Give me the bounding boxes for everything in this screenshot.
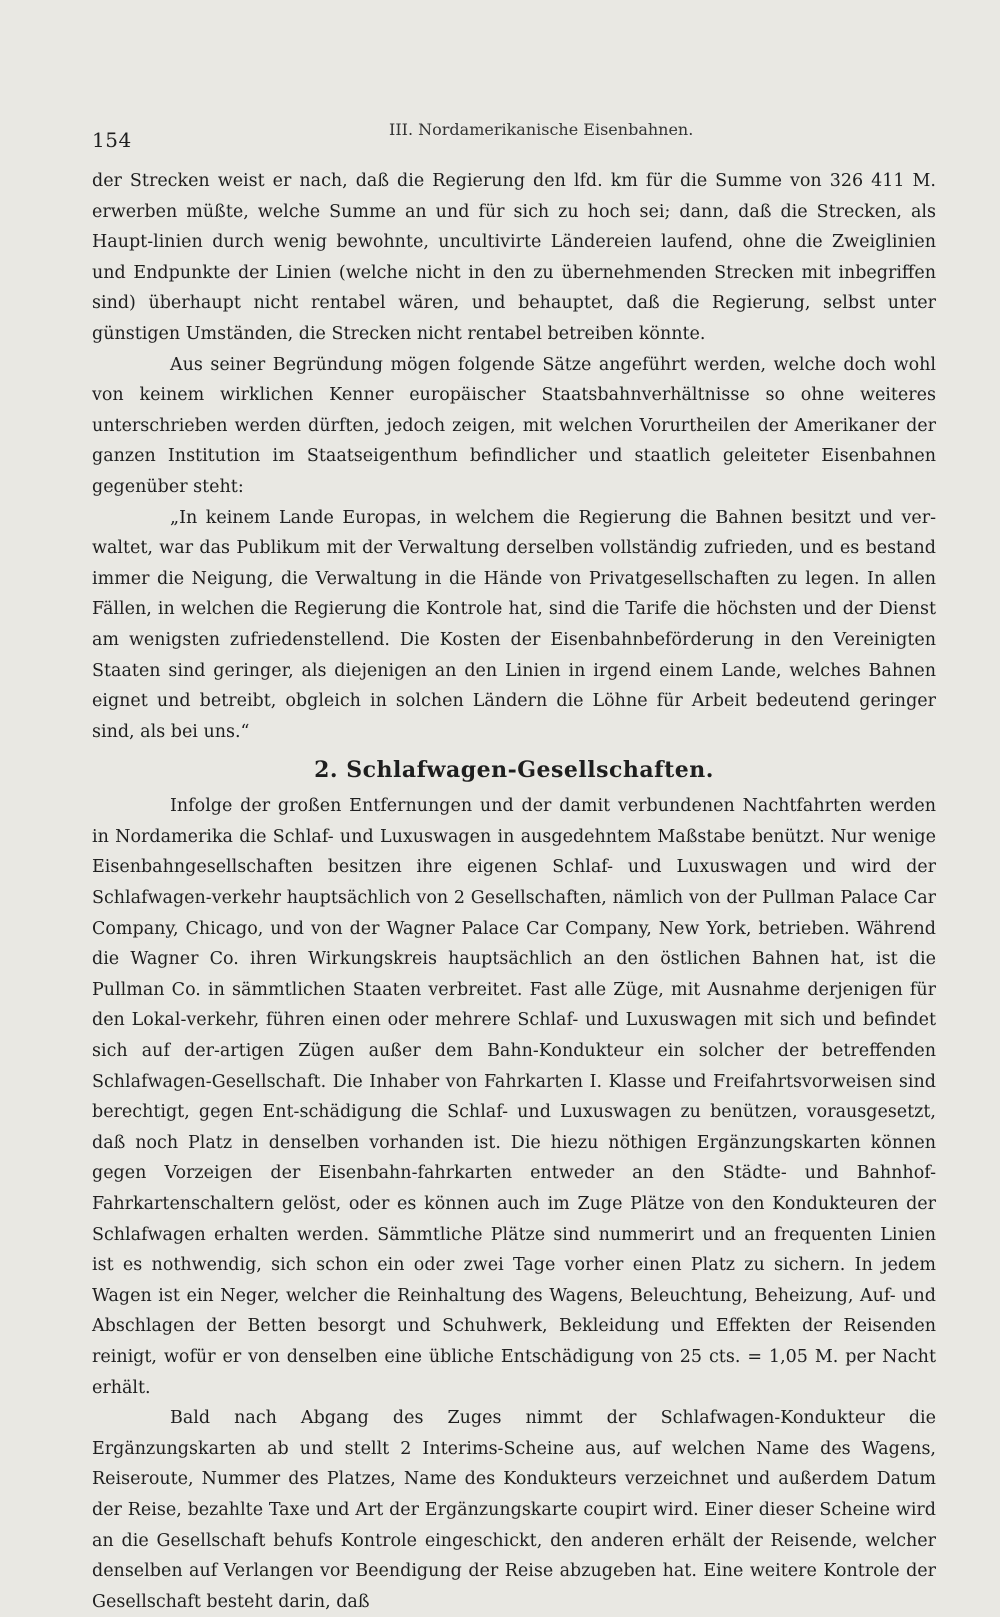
page-header (92, 118, 936, 160)
paragraph-sleeping-cars: Infolge der großen Entfernungen und der damit verbundenen Nachtfahrten werden in Nordamerika die Schlaf- und Luxuswagen in ausgedehntem Maßstabe benützt. Nur wenige Eisenbahngesellschaften besitzen ihre eigenen Schlaf- und Luxuswagen und wird der Schlafwagen-verkehr hauptsächlich von 2 Gesellschaften, nämlich von der Pullman Palace Car Company, Chicago, und von der Wagner Palace Car Company, New York, betrieben. Während die Wagner Co. ihren Wirkungskreis hauptsächlich an den östlichen Bahnen hat, ist die Pullman Co. in sämmtlichen Staaten verbreitet. Fast alle Züge, mit Ausnahme derjenigen für den Lokal-verkehr, führen einen oder mehrere Schlaf- und Luxuswagen mit sich und befindet sich auf der-artigen Zügen außer dem Bahn-Kondukteur ein solcher der betreffenden Schlafwagen-Gesellschaft. Die Inhaber von Fahrkarten I. Klasse und Freifahrtsvorweisen sind berechtigt, gegen Ent-schädigung die Schlaf- und Luxuswagen zu benützen, vorausgesetzt, daß noch Platz in denselben vorhanden ist. Die hiezu nöthigen Ergänzungskarten können gegen Vorzeigen der Eisenbahn-fahrkarten entweder an den Städte- und Bahnhof-Fahrkartenschaltern gelöst, oder es können auch im Zuge Plätze von den Kondukteuren der Schlafwagen erhalten werden. Sämmtliche Plätze sind nummerirt und an frequenten Linien ist es nothwendig, sich schon ein oder zwei Tage vorher einen Platz zu sichern. In jedem Wagen ist ein Neger, welcher die Reinhaltung des Wagens, Beleuchtung, Beheizung, Auf- und Abschlagen der Betten besorgt und Schuhwerk, Bekleidung und Effekten der Reisenden reinigt, wofür er von denselben eine übliche Entschädigung von 25 cts. = 1,05 M. per Nacht erhält. (92, 796, 936, 1398)
paragraph-continuation: der Strecken weist er nach, daß die Regierung den lfd. km für die Summe von 326 411 M. erwerben müßte, welche Summe an und für sich zu hoch sei; dann, daß die Strecken, als Haupt-linien durch wenig bewohnte, uncultivirte Ländereien laufend, ohne die Zweiglinien und Endpunkte der Linien (welche nicht in den zu übernehmenden Strecken mit inbegriffen sind) überhaupt nicht rentabel wären, und behauptet, daß die Regierung, selbst unter günstigen Umständen, die Strecken nicht rentabel betreiben könnte. (92, 171, 936, 344)
running-head: III. Nordamerikanische Eisenbahnen. (389, 120, 694, 139)
paragraph-intro-quote: Aus seiner Begründung mögen folgende Sätze angeführt werden, welche doch wohl von keinem wirklichen Kenner europäischer Staatsbahnverhältnisse so ohne weiteres unterschrieben werden dürften, jedoch zeigen, mit welchen Vorurtheilen der Amerikaner der ganzen Institution im Staatseigenthum befindlicher und staatlich geleiteter Eisenbahnen gegenüber steht: (92, 354, 936, 497)
paragraph-interim-tickets: Bald nach Abgang des Zuges nimmt der Schlafwagen-Kondukteur die Ergänzungskarten ab und stellt 2 Interims-Scheine aus, auf welchen Name des Wagens, Reiseroute, Nummer des Platzes, Name des Kondukteurs verzeichnet und außerdem Datum der Reise, bezahlte Taxe und Art der Ergänzungskarte coupirt wird. Einer dieser Scheine wird an die Gesellschaft behufs Kontrole eingeschickt, den anderen erhält der Reisende, welcher denselben auf Verlangen vor Beendigung der Reise abzugeben hat. Eine weitere Kontrole der Gesellschaft besteht darin, daß (92, 1408, 936, 1612)
body-text (92, 166, 936, 1617)
page-number: 154 (92, 128, 132, 152)
paragraph-quotation: „In keinem Lande Europas, in welchem die Regierung die Bahnen besitzt und ver-waltet, war das Publikum mit der Verwaltung derselben vollständig zufrieden, und es bestand immer die Neigung, die Verwaltung in die Hände von Privatgesellschaften zu legen. In allen Fällen, in welchen die Regierung die Kontrole hat, sind die Tarife die höchsten und der Dienst am wenigsten zufriedenstellend. Die Kosten der Eisenbahnbeförderung in den Vereinigten Staaten sind geringer, als diejenigen an den Linien in irgend einem Lande, welches Bahnen eignet und betreibt, obgleich in solchen Ländern die Löhne für Arbeit bedeutend geringer sind, als bei uns.“ (92, 507, 936, 742)
section-heading: 2. Schlafwagen-Gesellschaften. (314, 757, 714, 784)
